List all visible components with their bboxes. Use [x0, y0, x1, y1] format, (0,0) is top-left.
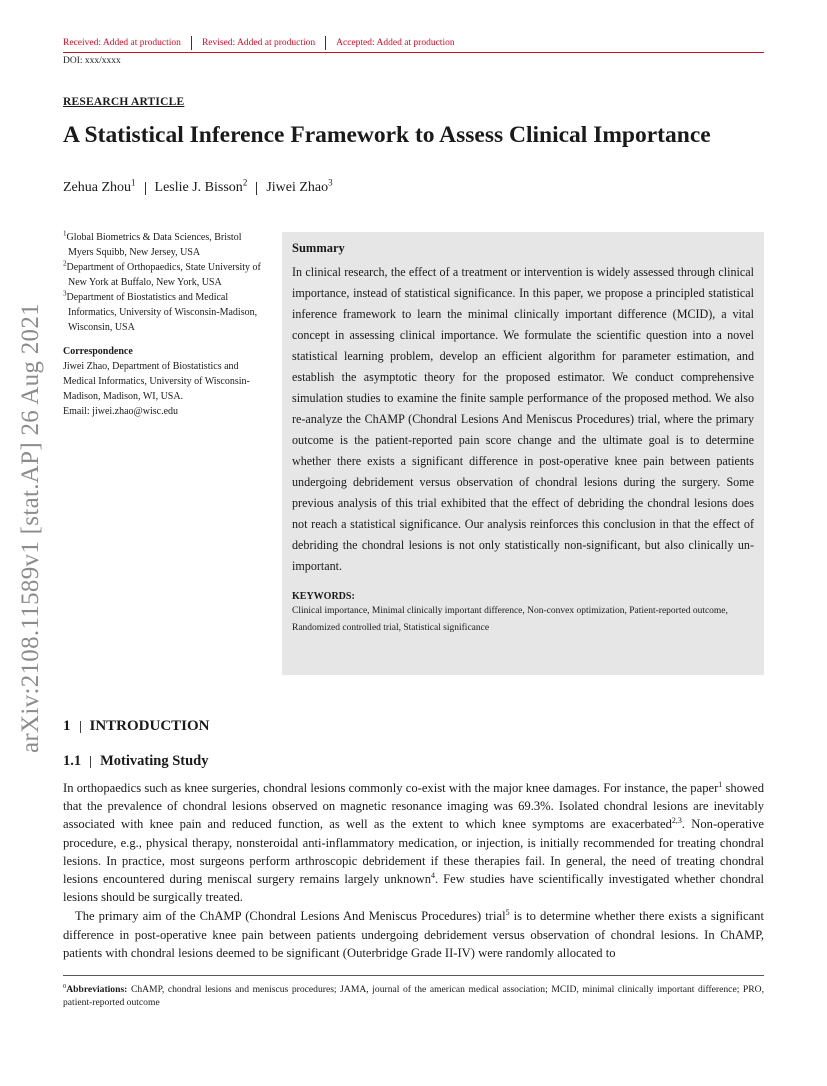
divider: [90, 756, 91, 768]
author-list: [63, 177, 333, 196]
summary-heading: Summary: [292, 241, 345, 255]
affiliation-item: $^2$Department of Orthopaedics, State University of New York at Buffalo, New York, USA: [63, 259, 261, 288]
footnote-rule: [63, 975, 764, 976]
keywords-heading: KEYWORDS:: [292, 591, 355, 602]
header-rule: [63, 52, 764, 53]
history-dates: [63, 36, 455, 50]
received-date: Received: Added at production: [63, 38, 181, 48]
subsection-heading: 1.1 Motivating Study: [63, 753, 209, 769]
author[interactable]: Leslie J. Bisson$^2$: [154, 177, 248, 195]
paragraph: The primary aim of the ChAMP (Chondral Lesions And Meniscus Procedures) trial$^5$ is to determine whether there exists a significant difference in post-operative knee pain between patients undergoing debridement versus observation of chondral lesions. In ChAMP, patients with chondral lesions deemed to be significant (Outerbridge Grade II-IV) were randomly allocated to: [63, 908, 764, 960]
citation[interactable]: 1: [718, 779, 723, 789]
summary-box: [282, 232, 764, 675]
author[interactable]: Zehua Zhou$^1$: [63, 177, 136, 195]
doi: DOI: xxx/xxxx: [63, 56, 121, 66]
arxiv-stamp: arXiv:2108.11589v1 [stat.AP] 26 Aug 2021: [17, 303, 45, 753]
correspondence-heading: Correspondence: [63, 346, 133, 357]
author[interactable]: Jiwei Zhao$^3$: [266, 177, 333, 195]
divider: [191, 36, 192, 50]
correspondence-email[interactable]: Email: jiwei.zhao@wisc.edu: [63, 406, 179, 417]
paper-title: A Statistical Inference Framework to Assess Clinical Importance: [63, 122, 711, 148]
section-heading: 1 INTRODUCTION: [63, 718, 210, 734]
paragraph: In orthopaedics such as knee surgeries, chondral lesions commonly co-exist with the major knee damages. For instance, the paper$^1$ showed that the prevalence of chondral lesions observed on magnetic resonance imaging was 69.3%. Isolated chondral lesions are inevitably associated with knee pain and reduced function, as well as the extent to which knee symptoms are exacerbated$^{2,3}$. Non-operative procedure, e.g., physical therapy, nonsteroidal anti-inflammatory medication, or injection, is initially recommended for treating chondral lesions. In practice, most surgeons perform arthroscopic debridement if these therapies fail. In general, the need of treating chondral lesions encountered during meniscal surgery remains largely unknown$^4$. Few studies have scientifically investigated whether chondral lesions should be surgically treated.: [63, 779, 765, 905]
divider: [80, 721, 81, 733]
affiliation-item: $^3$Department of Biostatistics and Medical Informatics, University of Wisconsin-Madison, Wisconsin, USA: [63, 289, 258, 333]
summary-text: In clinical research, the effect of a treatment or intervention is widely assessed through clinical importance, instead of statistical significance. In this paper, we propose a principled statistical inference framework to learn the minimal clinically important difference (MCID), a vital concept in assessing clinical importance. We formulate the scientific question into a novel statistical learning problem, develop an efficient algorithm for parameter estimation, and establish the asymptotic theory for the proposed estimator. We conduct comprehensive simulation studies to examine the finite sample performance of the proposed method. We also re-analyze the ChAMP (Chondral Lesions And Meniscus Procedures) trial, where the primary outcome is the patient-reported pain score change and the ultimate goal is to determine whether there exists a significant difference in post-operative knee pain between patients undergoing debridement versus observation of chondral lesions during the surgery. Some previous analysis of this trial exhibited that the effect of debriding the chondral lesions does not reach a statistical significance. Our analysis reinforces this conclusion in that the effect of debriding the chondral lesions is not only statistically non-significant, but also clinically un-important.: [292, 265, 754, 573]
footnote: $^0$Abbreviations: ChAMP, chondral lesions and meniscus procedures; JAMA, journal of the american medical association; MCID, minimal clinically important difference; PRO, patient-reported outcome: [63, 982, 764, 1008]
correspondence-text: Jiwei Zhao, Department of Biostatistics and Medical Informatics, University of Wisconsin-Madison, Madison, WI, USA.: [63, 361, 250, 402]
citation[interactable]: 5: [505, 908, 510, 918]
divider: [145, 182, 146, 195]
article-type: RESEARCH ARTICLE: [63, 96, 185, 108]
divider: [256, 182, 257, 195]
revised-date: Revised: Added at production: [201, 38, 316, 48]
body-text: [63, 779, 764, 962]
keywords-text: Clinical importance, Minimal clinically important difference, Non-convex optimization, Patient-reported outcome, Randomized controlled trial, Statistical significance: [292, 606, 728, 633]
accepted-date: Accepted: Added at production: [336, 38, 455, 48]
affiliation-item: $^1$Global Biometrics & Data Sciences, Bristol Myers Squibb, New Jersey, USA: [63, 229, 242, 258]
divider: [325, 36, 326, 50]
citation[interactable]: 2,3: [671, 816, 682, 826]
citation[interactable]: 4: [431, 870, 436, 880]
affiliations: [63, 230, 268, 419]
